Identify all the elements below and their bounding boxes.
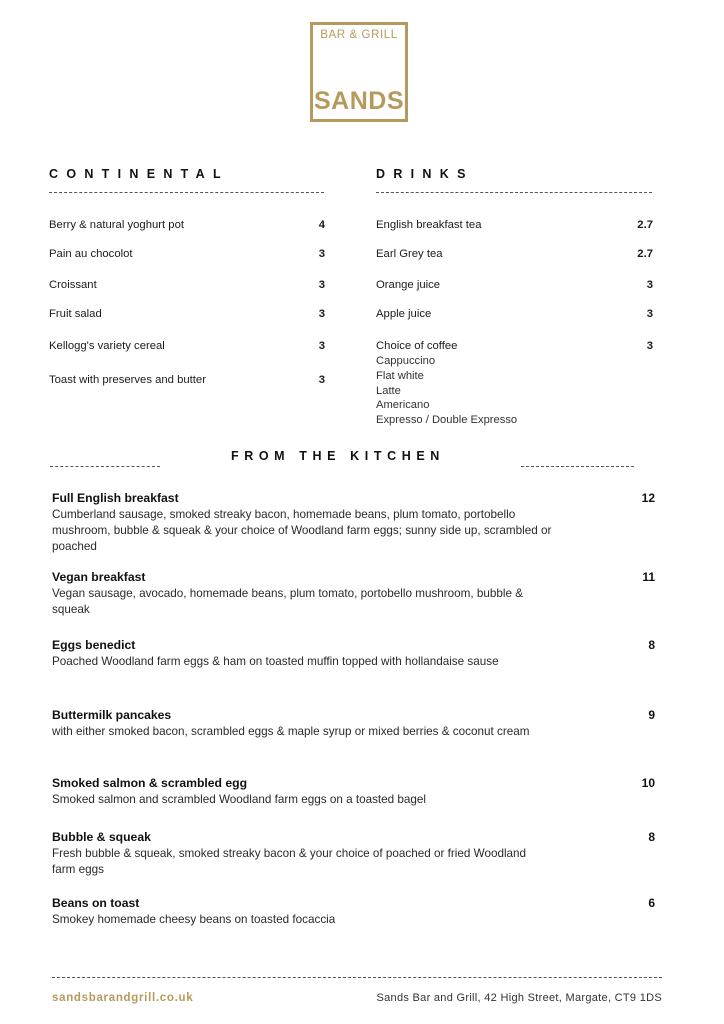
item-price: 3 bbox=[646, 279, 653, 291]
item-name: Croissant bbox=[49, 279, 97, 291]
dish-price: 6 bbox=[648, 896, 655, 910]
dish-name: Full English breakfast bbox=[52, 491, 179, 505]
kitchen-divider-right bbox=[521, 466, 634, 467]
logo-name: SANDS bbox=[313, 87, 404, 115]
item-name: Earl Grey tea bbox=[376, 248, 443, 260]
list-item bbox=[49, 279, 325, 291]
logo-tagline: BAR & GRILL bbox=[320, 29, 398, 41]
address: Sands Bar and Grill, 42 High Street, Margate, CT9 1DS bbox=[376, 992, 662, 1004]
kitchen-heading: FROM THE KITCHEN bbox=[231, 449, 445, 463]
item-price: 3 bbox=[318, 308, 325, 320]
list-item bbox=[376, 219, 653, 231]
item-price: 3 bbox=[646, 308, 653, 320]
dish-description: Poached Woodland farm eggs & ham on toasted muffin topped with hollandaise sause bbox=[52, 655, 499, 668]
dish-description: with either smoked bacon, scrambled eggs & maple syrup or mixed berries & coconut cream bbox=[52, 725, 530, 738]
dish-name: Buttermilk pancakes bbox=[52, 708, 172, 722]
continental-heading: CONTINENTAL bbox=[49, 167, 229, 181]
item-name: Berry & natural yoghurt pot bbox=[49, 219, 185, 231]
menu-dish bbox=[52, 638, 654, 670]
drinks-heading: DRINKS bbox=[376, 167, 474, 181]
item-name: Orange juice bbox=[376, 279, 441, 291]
website-link[interactable]: sandsbarandgrill.co.uk bbox=[52, 992, 194, 1004]
dish-description: Fresh bubble & squeak, smoked streaky bacon & your choice of poached or fried Woodland farm eggs bbox=[52, 847, 527, 876]
item-name: Apple juice bbox=[376, 308, 432, 320]
item-price: 2.7 bbox=[637, 219, 653, 231]
item-name: Kellogg's variety cereal bbox=[49, 340, 165, 352]
item-price: 3 bbox=[318, 248, 325, 260]
item-name: Pain au chocolot bbox=[49, 248, 133, 260]
coffee-option: Flat white bbox=[376, 370, 424, 382]
dish-name: Vegan breakfast bbox=[52, 570, 146, 584]
list-item bbox=[376, 248, 653, 260]
dish-description: Vegan sausage, avocado, homemade beans, plum tomato, portobello mushroom, bubble & squeak bbox=[52, 587, 524, 616]
item-name: Choice of coffee bbox=[376, 340, 458, 352]
coffee-option: Americano bbox=[376, 399, 430, 411]
dish-name: Smoked salmon & scrambled egg bbox=[52, 776, 248, 790]
list-item bbox=[376, 340, 653, 352]
dish-description: Cumberland sausage, smoked streaky bacon, homemade beans, plum tomato, portobello mushroom, bubble & squeak & your choice of Woodland farm eggs; sunny side up, scrambled or poached bbox=[52, 508, 552, 553]
dish-price: 8 bbox=[648, 638, 655, 652]
dish-price: 8 bbox=[648, 830, 655, 844]
coffee-option: Expresso / Double Expresso bbox=[376, 414, 518, 426]
dish-price: 12 bbox=[641, 491, 655, 505]
item-name: Toast with preserves and butter bbox=[49, 374, 206, 386]
item-price: 3 bbox=[646, 340, 653, 352]
item-price: 2.7 bbox=[637, 248, 653, 260]
menu-dish bbox=[52, 830, 654, 878]
menu-dish bbox=[52, 491, 654, 555]
menu-dish bbox=[52, 570, 654, 618]
dish-name: Eggs benedict bbox=[52, 638, 136, 652]
item-price: 3 bbox=[318, 340, 325, 352]
dish-description: Smokey homemade cheesy beans on toasted focaccia bbox=[52, 913, 336, 926]
menu-dish bbox=[52, 776, 654, 808]
menu-dish bbox=[52, 896, 654, 928]
item-price: 3 bbox=[318, 374, 325, 386]
list-item bbox=[376, 308, 653, 320]
dish-name: Bubble & squeak bbox=[52, 830, 151, 844]
item-price: 3 bbox=[318, 279, 325, 291]
dish-price: 10 bbox=[641, 776, 655, 790]
item-price: 4 bbox=[318, 219, 325, 231]
list-item bbox=[49, 308, 325, 320]
continental-list bbox=[49, 0, 325, 400]
dish-name: Beans on toast bbox=[52, 896, 140, 910]
dish-description: Smoked salmon and scrambled Woodland farm eggs on a toasted bagel bbox=[52, 793, 427, 806]
dish-price: 11 bbox=[642, 570, 655, 584]
list-item bbox=[49, 248, 325, 260]
kitchen-divider-left bbox=[50, 466, 160, 467]
dish-price: 9 bbox=[648, 708, 655, 722]
list-item bbox=[376, 279, 653, 291]
list-item bbox=[49, 374, 325, 386]
item-name: English breakfast tea bbox=[376, 219, 482, 231]
drinks-list bbox=[376, 0, 653, 430]
coffee-option: Cappuccino bbox=[376, 355, 436, 367]
list-item bbox=[49, 340, 325, 352]
menu-dish bbox=[52, 708, 654, 740]
item-name: Fruit salad bbox=[49, 308, 102, 320]
list-item bbox=[49, 219, 325, 231]
coffee-option: Latte bbox=[376, 385, 401, 397]
footer-divider bbox=[52, 977, 662, 978]
